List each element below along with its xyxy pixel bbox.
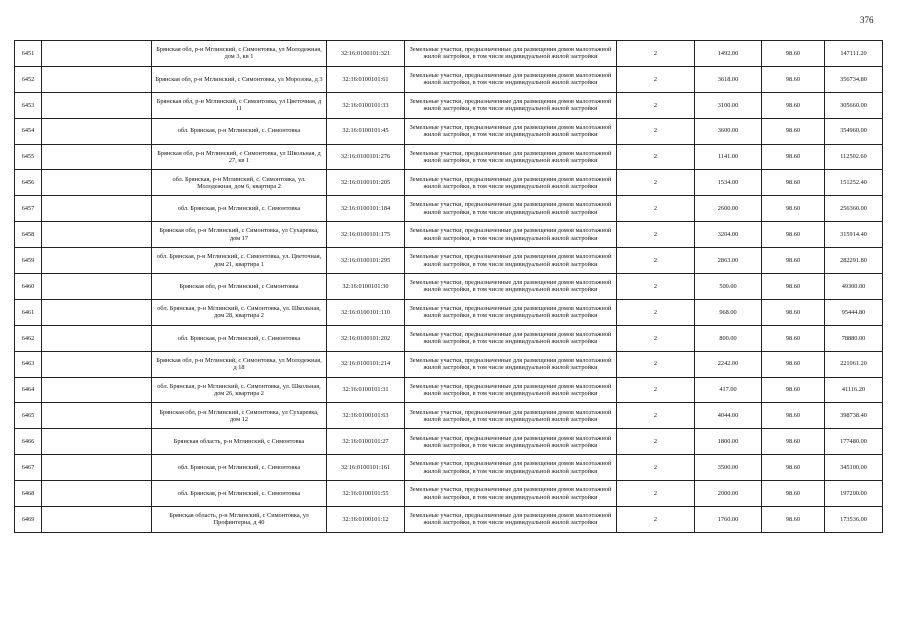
row-number-cell: 6462: [15, 325, 42, 351]
cadastral-number-cell: 32:16:0100101:276: [327, 144, 405, 170]
cadastral-value-cell: 151252.40: [825, 170, 883, 196]
row-number-cell: 6460: [15, 274, 42, 300]
area-cell: 2863.00: [695, 248, 762, 274]
category-cell: 2: [617, 248, 695, 274]
row-number-cell: 6455: [15, 144, 42, 170]
category-cell: 2: [617, 455, 695, 481]
cadastral-number-cell: 32:16:0100101:184: [327, 196, 405, 222]
area-cell: 1492.00: [695, 41, 762, 67]
cadastral-number-cell: 32:16:0100101:55: [327, 481, 405, 507]
category-cell: 2: [617, 41, 695, 67]
empty-cell: [42, 66, 152, 92]
row-number-cell: 6456: [15, 170, 42, 196]
specific-value-cell: 98.60: [762, 274, 825, 300]
area-cell: 800.00: [695, 325, 762, 351]
cadastral-number-cell: 32:16:0100101:12: [327, 507, 405, 533]
empty-cell: [42, 325, 152, 351]
row-number-cell: 6457: [15, 196, 42, 222]
empty-cell: [42, 507, 152, 533]
area-cell: 968.00: [695, 299, 762, 325]
specific-value-cell: 98.60: [762, 196, 825, 222]
cadastral-number-cell: 32:16:0100101:205: [327, 170, 405, 196]
specific-value-cell: 98.60: [762, 118, 825, 144]
area-cell: 2242.00: [695, 351, 762, 377]
cadastral-number-cell: 32:16:0100101:202: [327, 325, 405, 351]
category-cell: 2: [617, 481, 695, 507]
row-number-cell: 6461: [15, 299, 42, 325]
table-row: [15, 144, 883, 170]
table-row: [15, 118, 883, 144]
empty-cell: [42, 170, 152, 196]
cadastral-number-cell: 32:16:0100101:30: [327, 274, 405, 300]
cadastral-value-cell: 49300.00: [825, 274, 883, 300]
cadastral-number-cell: 32:16:0100101:321: [327, 41, 405, 67]
cadastral-number-cell: 32:16:0100101:33: [327, 92, 405, 118]
cadastral-value-cell: 41116.20: [825, 377, 883, 403]
land-use-cell: Земельные участки, предназначенные для размещения домов малоэтажной жилой застройки, в том числе индивидуальной жилой застройки: [405, 118, 617, 144]
specific-value-cell: 98.60: [762, 144, 825, 170]
area-cell: 417.00: [695, 377, 762, 403]
area-cell: 3600.00: [695, 118, 762, 144]
address-cell: обл. Брянская, р-н Мглинский, с. Симонтовка: [152, 325, 327, 351]
row-number-cell: 6459: [15, 248, 42, 274]
category-cell: 2: [617, 429, 695, 455]
land-use-cell: Земельные участки, предназначенные для размещения домов малоэтажной жилой застройки, в том числе индивидуальной жилой застройки: [405, 507, 617, 533]
empty-cell: [42, 248, 152, 274]
address-cell: Брянская область, р-н Мглинский, с Симонтовка: [152, 429, 327, 455]
land-use-cell: Земельные участки, предназначенные для размещения домов малоэтажной жилой застройки, в том числе индивидуальной жилой застройки: [405, 274, 617, 300]
cadastral-value-cell: 197200.00: [825, 481, 883, 507]
empty-cell: [42, 377, 152, 403]
cadastral-value-cell: 147111.20: [825, 41, 883, 67]
address-cell: Брянская обл, р-н Мглинский, с Симонтовка, ул Школьная, д 27, кв 1: [152, 144, 327, 170]
empty-cell: [42, 196, 152, 222]
cadastral-number-cell: 32:16:0100101:175: [327, 222, 405, 248]
table-row: [15, 299, 883, 325]
row-number-cell: 6454: [15, 118, 42, 144]
land-use-cell: Земельные участки, предназначенные для размещения домов малоэтажной жилой застройки, в том числе индивидуальной жилой застройки: [405, 299, 617, 325]
specific-value-cell: 98.60: [762, 403, 825, 429]
cadastral-number-cell: 32:16:0100101:63: [327, 403, 405, 429]
land-use-cell: Земельные участки, предназначенные для размещения домов малоэтажной жилой застройки, в том числе индивидуальной жилой застройки: [405, 41, 617, 67]
address-cell: обл. Брянская, р-н Мглинский, с. Симонтовка: [152, 481, 327, 507]
address-cell: Брянская обл, р-н Мглинский, с Симонтовка, ул Сухаревка, дом 12: [152, 403, 327, 429]
page-number: 376: [860, 15, 874, 25]
table-row: [15, 507, 883, 533]
specific-value-cell: 98.60: [762, 299, 825, 325]
category-cell: 2: [617, 170, 695, 196]
row-number-cell: 6464: [15, 377, 42, 403]
category-cell: 2: [617, 325, 695, 351]
specific-value-cell: 98.60: [762, 455, 825, 481]
specific-value-cell: 98.60: [762, 222, 825, 248]
table-row: [15, 403, 883, 429]
category-cell: 2: [617, 507, 695, 533]
category-cell: 2: [617, 92, 695, 118]
cadastral-value-cell: 221061.20: [825, 351, 883, 377]
area-cell: 3500.00: [695, 455, 762, 481]
address-cell: Брянская обл, р-н Мглинский, с Симонтовка, ул Молодежная, д 18: [152, 351, 327, 377]
specific-value-cell: 98.60: [762, 92, 825, 118]
land-use-cell: Земельные участки, предназначенные для размещения домов малоэтажной жилой застройки, в том числе индивидуальной жилой застройки: [405, 248, 617, 274]
table-row: [15, 481, 883, 507]
address-cell: обл. Брянская, р-н Мглинский, с. Симонтовка, ул. Цветочная, дом 21, квартира 1: [152, 248, 327, 274]
address-cell: обл. Брянская, р-н Мглинский, с. Симонтовка, ул. Школьная, дом 26, квартира 2: [152, 377, 327, 403]
row-number-cell: 6463: [15, 351, 42, 377]
land-use-cell: Земельные участки, предназначенные для размещения домов малоэтажной жилой застройки, в том числе индивидуальной жилой застройки: [405, 170, 617, 196]
specific-value-cell: 98.60: [762, 429, 825, 455]
row-number-cell: 6466: [15, 429, 42, 455]
land-use-cell: Земельные участки, предназначенные для размещения домов малоэтажной жилой застройки, в том числе индивидуальной жилой застройки: [405, 196, 617, 222]
row-number-cell: 6465: [15, 403, 42, 429]
cadastral-value-cell: 256360.00: [825, 196, 883, 222]
empty-cell: [42, 299, 152, 325]
area-cell: 2600.00: [695, 196, 762, 222]
address-cell: Брянская обл, р-н Мглинский, с Симонтовка, ул Сухаревка, дом 17: [152, 222, 327, 248]
cadastral-number-cell: 32:16:0100101:45: [327, 118, 405, 144]
address-cell: обл. Брянская, р-н Мглинский, с. Симонтовка: [152, 455, 327, 481]
area-cell: 1141.00: [695, 144, 762, 170]
cadastral-value-cell: 356734.80: [825, 66, 883, 92]
table-row: [15, 222, 883, 248]
table-row: [15, 429, 883, 455]
category-cell: 2: [617, 351, 695, 377]
empty-cell: [42, 41, 152, 67]
specific-value-cell: 98.60: [762, 248, 825, 274]
category-cell: 2: [617, 144, 695, 170]
row-number-cell: 6468: [15, 481, 42, 507]
empty-cell: [42, 92, 152, 118]
address-cell: обл. Брянская, р-н Мглинский, с. Симонтовка: [152, 196, 327, 222]
category-cell: 2: [617, 118, 695, 144]
address-cell: Брянская обл, р-н Мглинский, с Симонтовка, ул Цветочная, д 11: [152, 92, 327, 118]
cadastral-number-cell: 32:16:0100101:31: [327, 377, 405, 403]
land-use-cell: Земельные участки, предназначенные для размещения домов малоэтажной жилой застройки, в том числе индивидуальной жилой застройки: [405, 377, 617, 403]
area-cell: 500.00: [695, 274, 762, 300]
address-cell: Брянская область, р-н Мглинский, с Симонтовка, ул Профинтерна, д 40: [152, 507, 327, 533]
land-use-cell: Земельные участки, предназначенные для размещения домов малоэтажной жилой застройки, в том числе индивидуальной жилой застройки: [405, 144, 617, 170]
area-cell: 3100.00: [695, 92, 762, 118]
specific-value-cell: 98.60: [762, 170, 825, 196]
land-use-cell: Земельные участки, предназначенные для размещения домов малоэтажной жилой застройки, в том числе индивидуальной жилой застройки: [405, 351, 617, 377]
specific-value-cell: 98.60: [762, 351, 825, 377]
category-cell: 2: [617, 377, 695, 403]
row-number-cell: 6469: [15, 507, 42, 533]
area-cell: 2000.00: [695, 481, 762, 507]
table-row: [15, 66, 883, 92]
table-row: [15, 274, 883, 300]
address-cell: Брянская обл, р-н Мглинский, с Симонтовка, ул Молодежная, дом 3, кв 1: [152, 41, 327, 67]
empty-cell: [42, 222, 152, 248]
cadastral-value-cell: 95444.80: [825, 299, 883, 325]
row-number-cell: 6467: [15, 455, 42, 481]
cadastral-number-cell: 32:16:0100101:161: [327, 455, 405, 481]
land-use-cell: Земельные участки, предназначенные для размещения домов малоэтажной жилой застройки, в том числе индивидуальной жилой застройки: [405, 66, 617, 92]
area-cell: 1800.00: [695, 429, 762, 455]
table-row: [15, 455, 883, 481]
cadastral-number-cell: 32:16:0100101:61: [327, 66, 405, 92]
area-cell: 3204.00: [695, 222, 762, 248]
category-cell: 2: [617, 299, 695, 325]
category-cell: 2: [617, 403, 695, 429]
specific-value-cell: 98.60: [762, 481, 825, 507]
row-number-cell: 6453: [15, 92, 42, 118]
category-cell: 2: [617, 274, 695, 300]
table-row: [15, 351, 883, 377]
table-row: [15, 248, 883, 274]
cadastral-number-cell: 32:16:0100101:27: [327, 429, 405, 455]
cadastral-number-cell: 32:16:0100101:110: [327, 299, 405, 325]
cadastral-value-cell: 305660.00: [825, 92, 883, 118]
land-use-cell: Земельные участки, предназначенные для размещения домов малоэтажной жилой застройки, в том числе индивидуальной жилой застройки: [405, 455, 617, 481]
land-use-cell: Земельные участки, предназначенные для размещения домов малоэтажной жилой застройки, в том числе индивидуальной жилой застройки: [405, 429, 617, 455]
specific-value-cell: 98.60: [762, 66, 825, 92]
table-row: [15, 196, 883, 222]
cadastral-number-cell: 32:16:0100101:214: [327, 351, 405, 377]
row-number-cell: 6458: [15, 222, 42, 248]
empty-cell: [42, 351, 152, 377]
land-use-cell: Земельные участки, предназначенные для размещения домов малоэтажной жилой застройки, в том числе индивидуальной жилой застройки: [405, 403, 617, 429]
empty-cell: [42, 118, 152, 144]
cadastral-value-cell: 78880.00: [825, 325, 883, 351]
table-row: [15, 325, 883, 351]
row-number-cell: 6452: [15, 66, 42, 92]
category-cell: 2: [617, 222, 695, 248]
row-number-cell: 6451: [15, 41, 42, 67]
cadastral-value-table: [14, 40, 883, 533]
category-cell: 2: [617, 66, 695, 92]
empty-cell: [42, 274, 152, 300]
empty-cell: [42, 455, 152, 481]
cadastral-value-cell: 112502.60: [825, 144, 883, 170]
cadastral-value-cell: 282291.80: [825, 248, 883, 274]
table-row: [15, 92, 883, 118]
table-row: [15, 41, 883, 67]
cadastral-value-cell: 345100.00: [825, 455, 883, 481]
address-cell: Брянская обл, р-н Мглинский, с Симонтовка: [152, 274, 327, 300]
area-cell: 4044.00: [695, 403, 762, 429]
cadastral-value-cell: 173536.00: [825, 507, 883, 533]
cadastral-value-cell: 398738.40: [825, 403, 883, 429]
address-cell: обл. Брянская, р-н Мглинский, с. Симонтовка, ул. Школьная, дом 28, квартира 2: [152, 299, 327, 325]
cadastral-value-cell: 177480.00: [825, 429, 883, 455]
cadastral-value-cell: 315914.40: [825, 222, 883, 248]
address-cell: Брянская обл, р-н Мглинский, с Симонтовка, ул Морозова, д 3: [152, 66, 327, 92]
empty-cell: [42, 481, 152, 507]
table-row: [15, 377, 883, 403]
table-row: [15, 170, 883, 196]
empty-cell: [42, 144, 152, 170]
address-cell: обл. Брянская, р-н Мглинский, с. Симонтовка: [152, 118, 327, 144]
empty-cell: [42, 429, 152, 455]
specific-value-cell: 98.60: [762, 325, 825, 351]
specific-value-cell: 98.60: [762, 377, 825, 403]
land-use-cell: Земельные участки, предназначенные для размещения домов малоэтажной жилой застройки, в том числе индивидуальной жилой застройки: [405, 481, 617, 507]
specific-value-cell: 98.60: [762, 41, 825, 67]
area-cell: 1534.00: [695, 170, 762, 196]
land-use-cell: Земельные участки, предназначенные для размещения домов малоэтажной жилой застройки, в том числе индивидуальной жилой застройки: [405, 222, 617, 248]
area-cell: 1760.00: [695, 507, 762, 533]
cadastral-value-cell: 354960.00: [825, 118, 883, 144]
specific-value-cell: 98.60: [762, 507, 825, 533]
land-use-cell: Земельные участки, предназначенные для размещения домов малоэтажной жилой застройки, в том числе индивидуальной жилой застройки: [405, 325, 617, 351]
area-cell: 3618.00: [695, 66, 762, 92]
address-cell: обл. Брянская, р-н Мглинский, с. Симонтовка, ул. Молодежная, дом 6, квартира 2: [152, 170, 327, 196]
empty-cell: [42, 403, 152, 429]
category-cell: 2: [617, 196, 695, 222]
land-use-cell: Земельные участки, предназначенные для размещения домов малоэтажной жилой застройки, в том числе индивидуальной жилой застройки: [405, 92, 617, 118]
cadastral-number-cell: 32:16:0100101:295: [327, 248, 405, 274]
table-body: [15, 41, 883, 533]
